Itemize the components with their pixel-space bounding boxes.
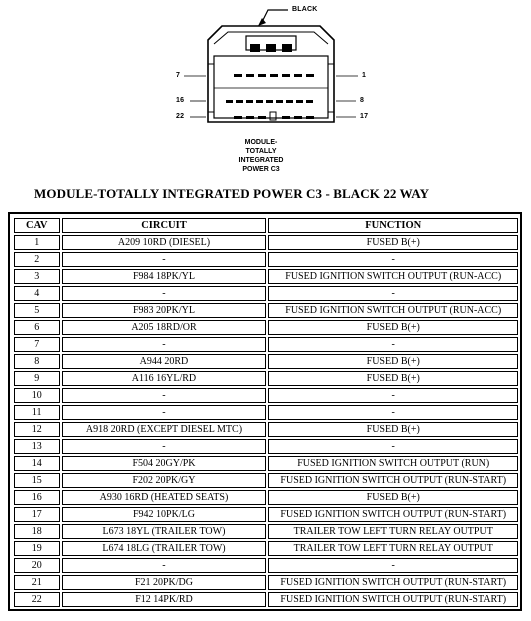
cell-function: TRAILER TOW LEFT TURN RELAY OUTPUT: [268, 524, 518, 539]
cell-function: FUSED B(+): [268, 354, 518, 369]
table-row: [14, 592, 518, 607]
cell-function: FUSED B(+): [268, 320, 518, 335]
pin-label-bottom-left: 22: [176, 113, 185, 120]
module-label: MODULE- TOTALLY INTEGRATED POWER C3: [238, 139, 284, 173]
connector-diagram: [150, 0, 390, 186]
cell-circuit: L673 18YL (TRAILER TOW): [62, 524, 267, 539]
cell-cav: 15: [14, 473, 60, 488]
cell-circuit: F983 20PK/YL: [62, 303, 267, 318]
cell-circuit: L674 18LG (TRAILER TOW): [62, 541, 267, 556]
cell-cav: 20: [14, 558, 60, 573]
table-row: [14, 558, 518, 573]
cell-function: TRAILER TOW LEFT TURN RELAY OUTPUT: [268, 541, 518, 556]
cell-function: -: [268, 337, 518, 352]
pin-label-mid-left: 16: [176, 97, 185, 104]
table-row: [14, 456, 518, 471]
table-row: [14, 473, 518, 488]
table-row: [14, 524, 518, 539]
pin-label-bottom-right: 17: [360, 113, 369, 120]
cell-circuit: -: [62, 252, 267, 267]
header-cav: CAV: [14, 218, 60, 233]
cell-function: -: [268, 286, 518, 301]
cell-function: -: [268, 252, 518, 267]
cell-cav: 8: [14, 354, 60, 369]
page-title: MODULE-TOTALLY INTEGRATED POWER C3 - BLACK 22 WAY: [34, 186, 430, 201]
table-row: [14, 269, 518, 284]
cell-circuit: -: [62, 405, 267, 420]
cell-circuit: -: [62, 286, 267, 301]
cell-function: FUSED B(+): [268, 371, 518, 386]
connector-color-callout: BLACK: [292, 6, 318, 13]
cell-circuit: A930 16RD (HEATED SEATS): [62, 490, 267, 505]
table-row: [14, 235, 518, 250]
header-circuit: CIRCUIT: [62, 218, 267, 233]
table-row: [14, 439, 518, 454]
pinout-grid: [12, 216, 520, 609]
table-row: [14, 252, 518, 267]
cell-function: FUSED B(+): [268, 490, 518, 505]
cell-cav: 12: [14, 422, 60, 437]
cell-cav: 3: [14, 269, 60, 284]
cell-function: -: [268, 439, 518, 454]
cell-cav: 16: [14, 490, 60, 505]
cell-function: -: [268, 558, 518, 573]
cell-function: -: [268, 388, 518, 403]
cell-function: -: [268, 405, 518, 420]
cell-cav: 13: [14, 439, 60, 454]
cell-cav: 4: [14, 286, 60, 301]
cell-cav: 9: [14, 371, 60, 386]
table-row: [14, 371, 518, 386]
cell-function: FUSED IGNITION SWITCH OUTPUT (RUN-ACC): [268, 269, 518, 284]
cell-circuit: A918 20RD (EXCEPT DIESEL MTC): [62, 422, 267, 437]
table-row: [14, 337, 518, 352]
cell-circuit: F202 20PK/GY: [62, 473, 267, 488]
cell-circuit: -: [62, 558, 267, 573]
cell-circuit: F942 10PK/LG: [62, 507, 267, 522]
pinout-table: [8, 212, 522, 611]
table-row: [14, 507, 518, 522]
cell-circuit: F504 20GY/PK: [62, 456, 267, 471]
cell-function: FUSED IGNITION SWITCH OUTPUT (RUN-START): [268, 575, 518, 590]
cell-circuit: F21 20PK/DG: [62, 575, 267, 590]
cell-cav: 7: [14, 337, 60, 352]
cell-cav: 2: [14, 252, 60, 267]
table-row: [14, 490, 518, 505]
table-row: [14, 541, 518, 556]
cell-function: FUSED IGNITION SWITCH OUTPUT (RUN-ACC): [268, 303, 518, 318]
cell-cav: 17: [14, 507, 60, 522]
cell-cav: 19: [14, 541, 60, 556]
cell-cav: 5: [14, 303, 60, 318]
cell-function: FUSED IGNITION SWITCH OUTPUT (RUN-START): [268, 473, 518, 488]
cell-circuit: A209 10RD (DIESEL): [62, 235, 267, 250]
cell-cav: 18: [14, 524, 60, 539]
cell-function: FUSED B(+): [268, 422, 518, 437]
cell-circuit: A116 16YL/RD: [62, 371, 267, 386]
cell-cav: 10: [14, 388, 60, 403]
header-function: FUNCTION: [268, 218, 518, 233]
table-row: [14, 320, 518, 335]
cell-function: FUSED IGNITION SWITCH OUTPUT (RUN): [268, 456, 518, 471]
cell-circuit: -: [62, 337, 267, 352]
table-row: [14, 388, 518, 403]
cell-cav: 22: [14, 592, 60, 607]
cell-circuit: -: [62, 439, 267, 454]
cell-cav: 11: [14, 405, 60, 420]
table-header-row: [14, 218, 518, 233]
cell-circuit: F12 14PK/RD: [62, 592, 267, 607]
table-row: [14, 575, 518, 590]
cell-circuit: -: [62, 388, 267, 403]
cell-circuit: F984 18PK/YL: [62, 269, 267, 284]
table-body: [14, 235, 518, 607]
table-row: [14, 354, 518, 369]
pin-label-mid-right: 8: [360, 97, 365, 104]
cell-cav: 14: [14, 456, 60, 471]
cell-function: FUSED IGNITION SWITCH OUTPUT (RUN-START): [268, 507, 518, 522]
cell-cav: 21: [14, 575, 60, 590]
cell-circuit: A205 18RD/OR: [62, 320, 267, 335]
table-row: [14, 286, 518, 301]
cell-function: FUSED IGNITION SWITCH OUTPUT (RUN-START): [268, 592, 518, 607]
table-row: [14, 405, 518, 420]
cell-circuit: A944 20RD: [62, 354, 267, 369]
pin-label-top-right: 1: [362, 72, 367, 79]
cell-cav: 1: [14, 235, 60, 250]
table-row: [14, 422, 518, 437]
pin-label-top-left: 7: [176, 72, 181, 79]
cell-cav: 6: [14, 320, 60, 335]
table-row: [14, 303, 518, 318]
cell-function: FUSED B(+): [268, 235, 518, 250]
